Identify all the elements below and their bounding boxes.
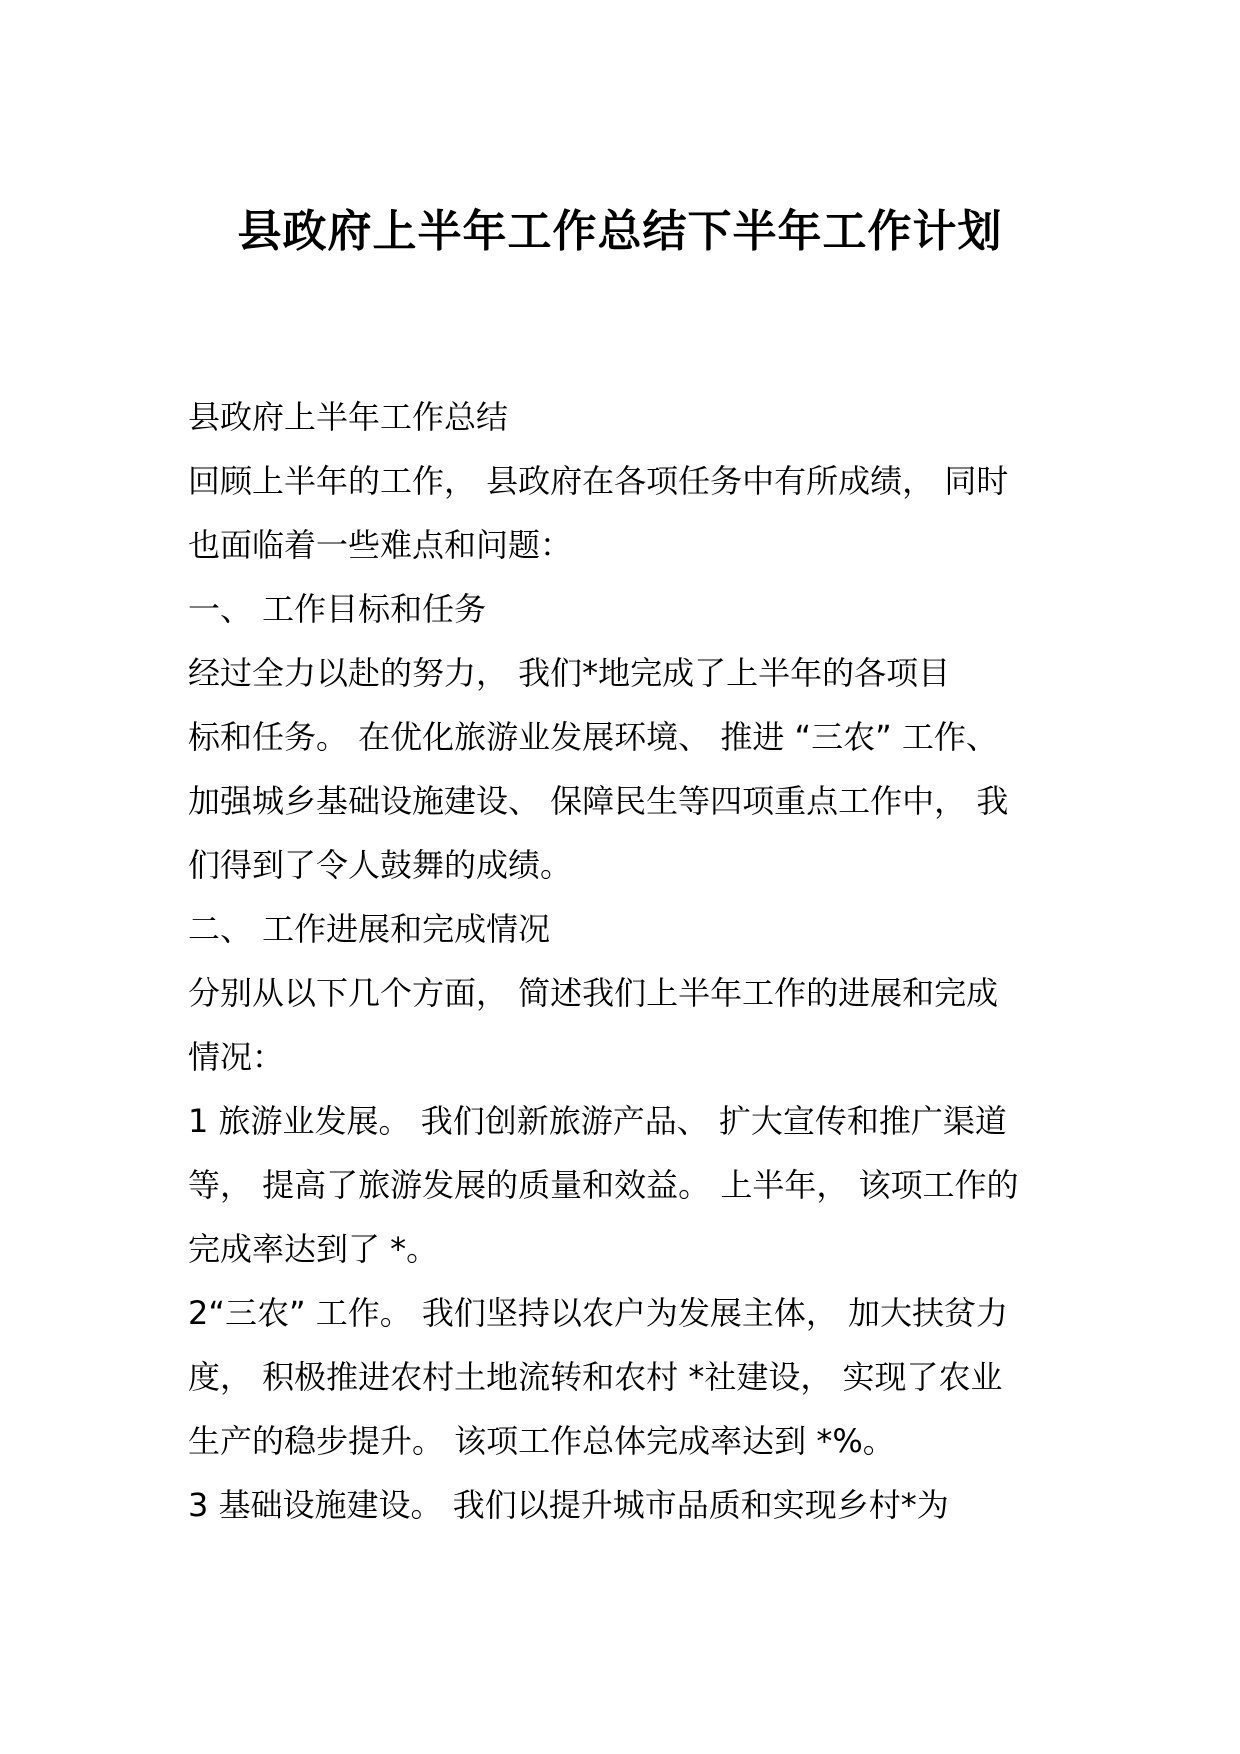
paragraph-line: 生产的稳步提升。 该项工作总体完成率达到 *%。 [188,1422,895,1460]
paragraph-line: 回顾上半年的工作， 县政府在各项任务中有所成绩， 同时 [188,462,1009,500]
list-item-agriculture: 2“三农” 工作。 我们坚持以农户为发展主体， 加大扶贫力 [188,1294,1009,1332]
list-item-infrastructure: 3 基础设施建设。 我们以提升城市品质和实现乡村*为 [188,1486,949,1524]
section-heading-summary: 县政府上半年工作总结 [188,398,509,436]
paragraph-line: 完成率达到了 *。 [188,1230,439,1268]
document-title: 县政府上半年工作总结下半年工作计划 [237,206,1003,257]
paragraph-line: 们得到了令人鼓舞的成绩。 [188,846,573,884]
paragraph-line: 标和任务。 在优化旅游业发展环境、 推进 “三农” 工作、 [188,718,998,756]
paragraph-line: 度， 积极推进农村土地流转和农村 *社建设， 实现了农业 [188,1358,1003,1396]
paragraph-line: 分别从以下几个方面， 简述我们上半年工作的进展和完成 [188,974,999,1012]
paragraph-line: 加强城乡基础设施建设、 保障民生等四项重点工作中， 我 [188,782,1009,820]
paragraph-line: 等， 提高了旅游发展的质量和效益。 上半年， 该项工作的 [188,1166,1019,1204]
paragraph-line: 经过全力以赴的努力， 我们*地完成了上半年的各项目 [188,654,951,692]
section-heading-progress: 二、 工作进展和完成情况 [188,910,551,948]
list-item-tourism: 1 旅游业发展。 我们创新旅游产品、 扩大宣传和推广渠道 [188,1102,1007,1140]
paragraph-line: 情况： [188,1038,285,1076]
paragraph-line: 也面临着一些难点和问题： [188,526,573,564]
section-heading-goals: 一、 工作目标和任务 [188,590,487,628]
